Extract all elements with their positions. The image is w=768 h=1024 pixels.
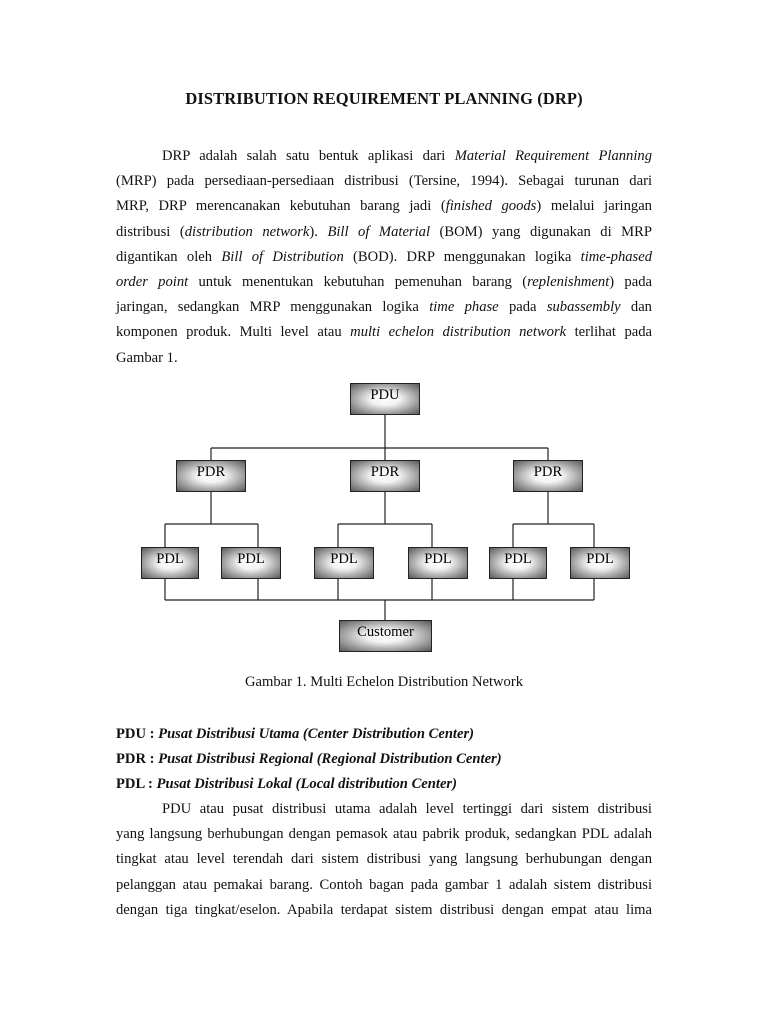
paragraph-line <box>116 270 652 295</box>
italic-term: multi echelon distribution network <box>350 324 567 341</box>
abbreviation-definitions <box>116 722 656 798</box>
intro-paragraph <box>116 144 652 371</box>
pdl-node-6: PDL <box>570 547 630 579</box>
paragraph-line <box>116 346 652 371</box>
pdl-node-3: PDL <box>314 547 374 579</box>
text-run: digantikan oleh <box>116 248 222 265</box>
paragraph-line <box>116 194 652 219</box>
paragraph-line: dengan tiga tingkat/eselon. Apabila terdapat sistem distribusi dengan empat atau lima <box>116 901 652 918</box>
italic-term: Bill of Material <box>327 223 431 240</box>
text-run: distribusi ( <box>116 223 185 240</box>
definition-pdl: PDL : Pusat Distribusi Lokal (Local distribution Center) <box>116 776 457 793</box>
customer-node: Customer <box>339 620 432 652</box>
text-run: Gambar 1. <box>116 349 178 366</box>
italic-term: order point <box>116 273 189 290</box>
document-title: DISTRIBUTION REQUIREMENT PLANNING (DRP) <box>185 89 583 108</box>
text-run: MRP, DRP merencanakan kebutuhan barang jadi ( <box>116 198 446 215</box>
text-run: terlihat pada <box>566 324 652 341</box>
pdr-node-3: PDR <box>513 460 583 492</box>
italic-term: time-phased <box>580 248 652 265</box>
text-run: ) melalui jaringan <box>536 198 652 215</box>
italic-term: finished goods <box>445 198 537 215</box>
text-run: dan <box>620 299 652 316</box>
text-run: ). <box>309 223 328 240</box>
paragraph-line <box>116 320 652 345</box>
paragraph-line: tingkat atau level terendah dari sistem distribusi yang langsung berhubungan dengan <box>116 851 652 868</box>
text-run: (MRP) pada persediaan-persediaan distribusi (Tersine, 1994). Sebagai turunan dari <box>116 173 652 190</box>
paragraph-line <box>116 144 652 169</box>
text-run: (BOM) yang digunakan di MRP <box>430 223 652 240</box>
text-run: (BOD). DRP menggunakan logika <box>343 248 581 265</box>
text-run: jaringan, sedangkan MRP menggunakan logika <box>116 299 430 316</box>
italic-term: Bill of Distribution <box>221 248 344 265</box>
pdr-node-2: PDR <box>350 460 420 492</box>
paragraph-line <box>116 295 652 320</box>
pdl-node-4: PDL <box>408 547 468 579</box>
pdu-node: PDU <box>350 383 420 415</box>
italic-term: time phase <box>429 299 499 316</box>
description-paragraph <box>116 797 652 923</box>
paragraph-line: yang langsung berhubungan dengan pemasok atau pabrik produk, sedangkan PDL adalah <box>116 826 652 843</box>
paragraph-line <box>116 169 652 194</box>
paragraph-line: pelanggan atau pemakai barang. Contoh bagan pada gambar 1 adalah sistem distribusi <box>116 876 652 893</box>
pdr-node-1: PDR <box>176 460 246 492</box>
paragraph-line <box>116 245 652 270</box>
definition-pdr: PDR : Pusat Distribusi Regional (Regional Distribution Center) <box>116 751 502 768</box>
italic-term: subassembly <box>546 299 621 316</box>
italic-term: distribution network <box>184 223 310 240</box>
italic-term: Material Requirement Planning <box>454 148 652 164</box>
text-run: pada <box>498 299 547 316</box>
pdl-node-5: PDL <box>489 547 547 579</box>
text-run: ) pada <box>609 273 652 290</box>
pdl-node-1: PDL <box>141 547 199 579</box>
paragraph-line <box>116 220 652 245</box>
text-run: komponen produk. Multi level atau <box>116 324 351 341</box>
pdl-node-2: PDL <box>221 547 281 579</box>
definition-pdu: PDU : Pusat Distribusi Utama (Center Distribution Center) <box>116 726 475 742</box>
text-run: DRP adalah salah satu bentuk aplikasi dari <box>162 148 455 164</box>
figure-caption: Gambar 1. Multi Echelon Distribution Network <box>244 674 524 690</box>
text-run: untuk menentukan kebutuhan pemenuhan barang ( <box>188 273 528 290</box>
distribution-network-diagram <box>0 370 768 660</box>
paragraph-line: PDU atau pusat distribusi utama adalah level tertinggi dari sistem distribusi <box>162 801 652 817</box>
italic-term: replenishment <box>527 273 610 290</box>
